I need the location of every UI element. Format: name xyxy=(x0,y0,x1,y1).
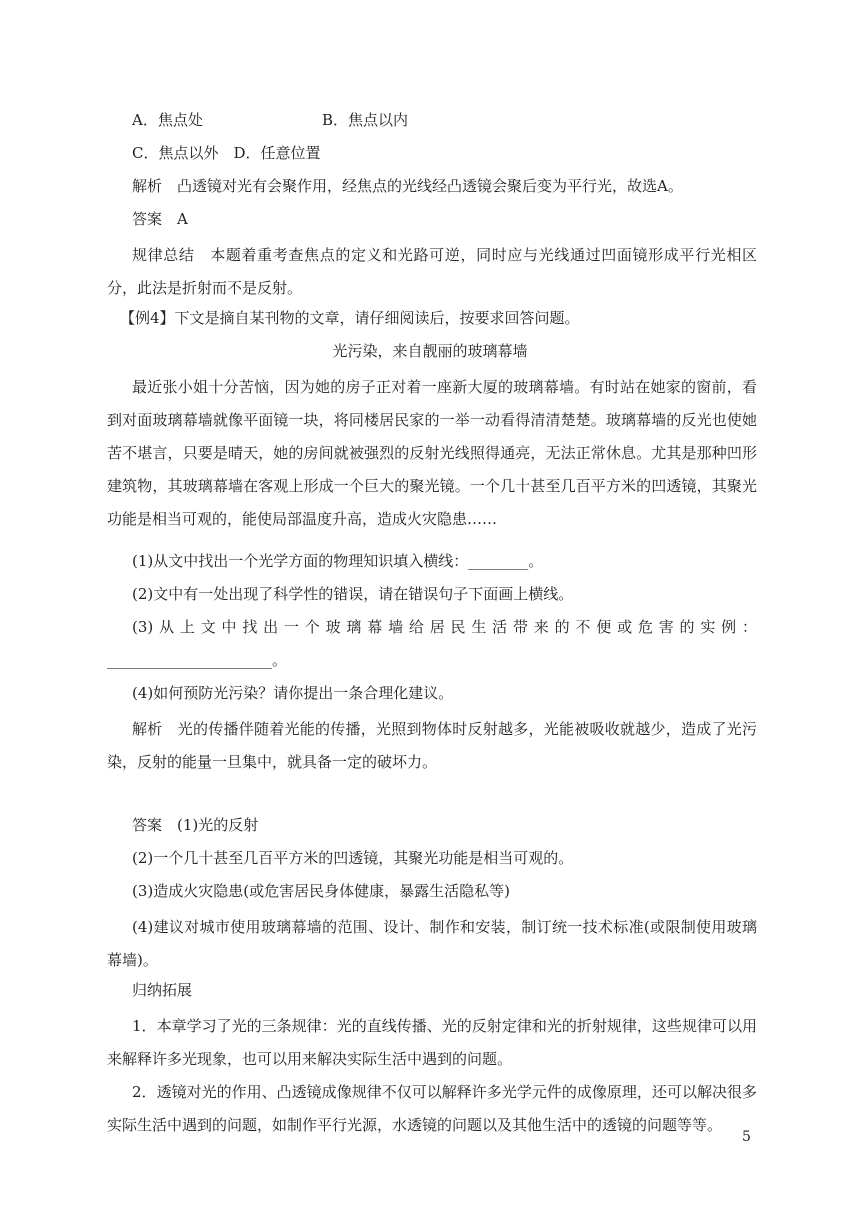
example-4-analysis: 解析 光的传播伴随着光能的传播，光照到物体时反射越多，光能被吸收就越少，造成了光污染，反射的能量一旦集中，就具备一定的破坏力。 xyxy=(107,720,757,771)
analysis-text: 解析 凸透镜对光有会聚作用，经焦点的光线经凸透镜会聚后变为平行光，故选A。 xyxy=(132,177,683,195)
article-title: 光污染，来自靓丽的玻璃幕墙 xyxy=(332,342,528,360)
answer-text: 答案 A xyxy=(132,210,188,228)
question-4: (4)如何预防光污染？请你提出一条合理化建议。 xyxy=(132,684,454,702)
answer-4: (4)建议对城市使用玻璃幕墙的范围、设计、制作和安装，制订统一技术标准(或限制使用玻璃幕墙)。 xyxy=(107,918,757,969)
option-c-d: C．焦点以外 D．任意位置 xyxy=(132,144,321,162)
page-number: 5 xyxy=(742,1129,751,1145)
question-3: (3)从上文中找出一个玻璃幕墙给居民生活带来的不便或危害的实例： xyxy=(132,618,757,636)
answer-2: (2)一个几十甚至几百平方米的凹透镜，其聚光功能是相当可观的。 xyxy=(132,849,574,867)
example-4-intro: 【例4】下文是摘自某刊物的文章，请仔细阅读后，按要求回答问题。 xyxy=(120,309,580,327)
article-body: 最近张小姐十分苦恼，因为她的房子正对着一座新大厦的玻璃幕墙。有时站在她家的窗前，看到对面玻璃幕墙就像平面镜一块，将同楼居民家的一举一动看得清清楚楚。玻璃幕墙的反光也使她苦不堪言，只要是晴天，她的房间就被强烈的反射光线照得通亮，无法正常休息。尤其是那种凹形建筑物，其玻璃幕墙在客观上形成一个巨大的聚光镜。一个几十甚至几百平方米的凹透镜，其聚光功能是相当可观的，能使局部温度升高，造成火灾隐患…… xyxy=(107,378,757,528)
option-b: B．焦点以内 xyxy=(322,111,409,129)
answer-1: 答案 (1)光的反射 xyxy=(132,816,259,834)
question-3-blank: ______________________。 xyxy=(107,651,288,669)
rule-summary: 规律总结 本题着重考查焦点的定义和光路可逆，同时应与光线通过凹面镜形成平行光相区分，此法是折射而不是反射。 xyxy=(107,246,757,297)
question-1: (1)从文中找出一个光学方面的物理知识填入横线：________。 xyxy=(132,552,544,570)
answer-3: (3)造成火灾隐患(或危害居民身体健康，暴露生活隐私等) xyxy=(132,882,510,900)
extension-point-2: 2．透镜对光的作用、凸透镜成像规律不仅可以解释许多光学元件的成像原理，还可以解决很多实际生活中遇到的问题，如制作平行光源，水透镜的问题以及其他生活中的透镜的问题等等。 xyxy=(107,1083,757,1134)
extension-heading: 归纳拓展 xyxy=(132,981,193,999)
question-2: (2)文中有一处出现了科学性的错误，请在错误句子下面画上横线。 xyxy=(132,585,574,603)
extension-point-1: 1．本章学习了光的三条规律：光的直线传播、光的反射定律和光的折射规律，这些规律可以用来解释许多光现象，也可以用来解决实际生活中遇到的问题。 xyxy=(107,1017,757,1068)
option-a: A．焦点处 xyxy=(132,111,203,129)
